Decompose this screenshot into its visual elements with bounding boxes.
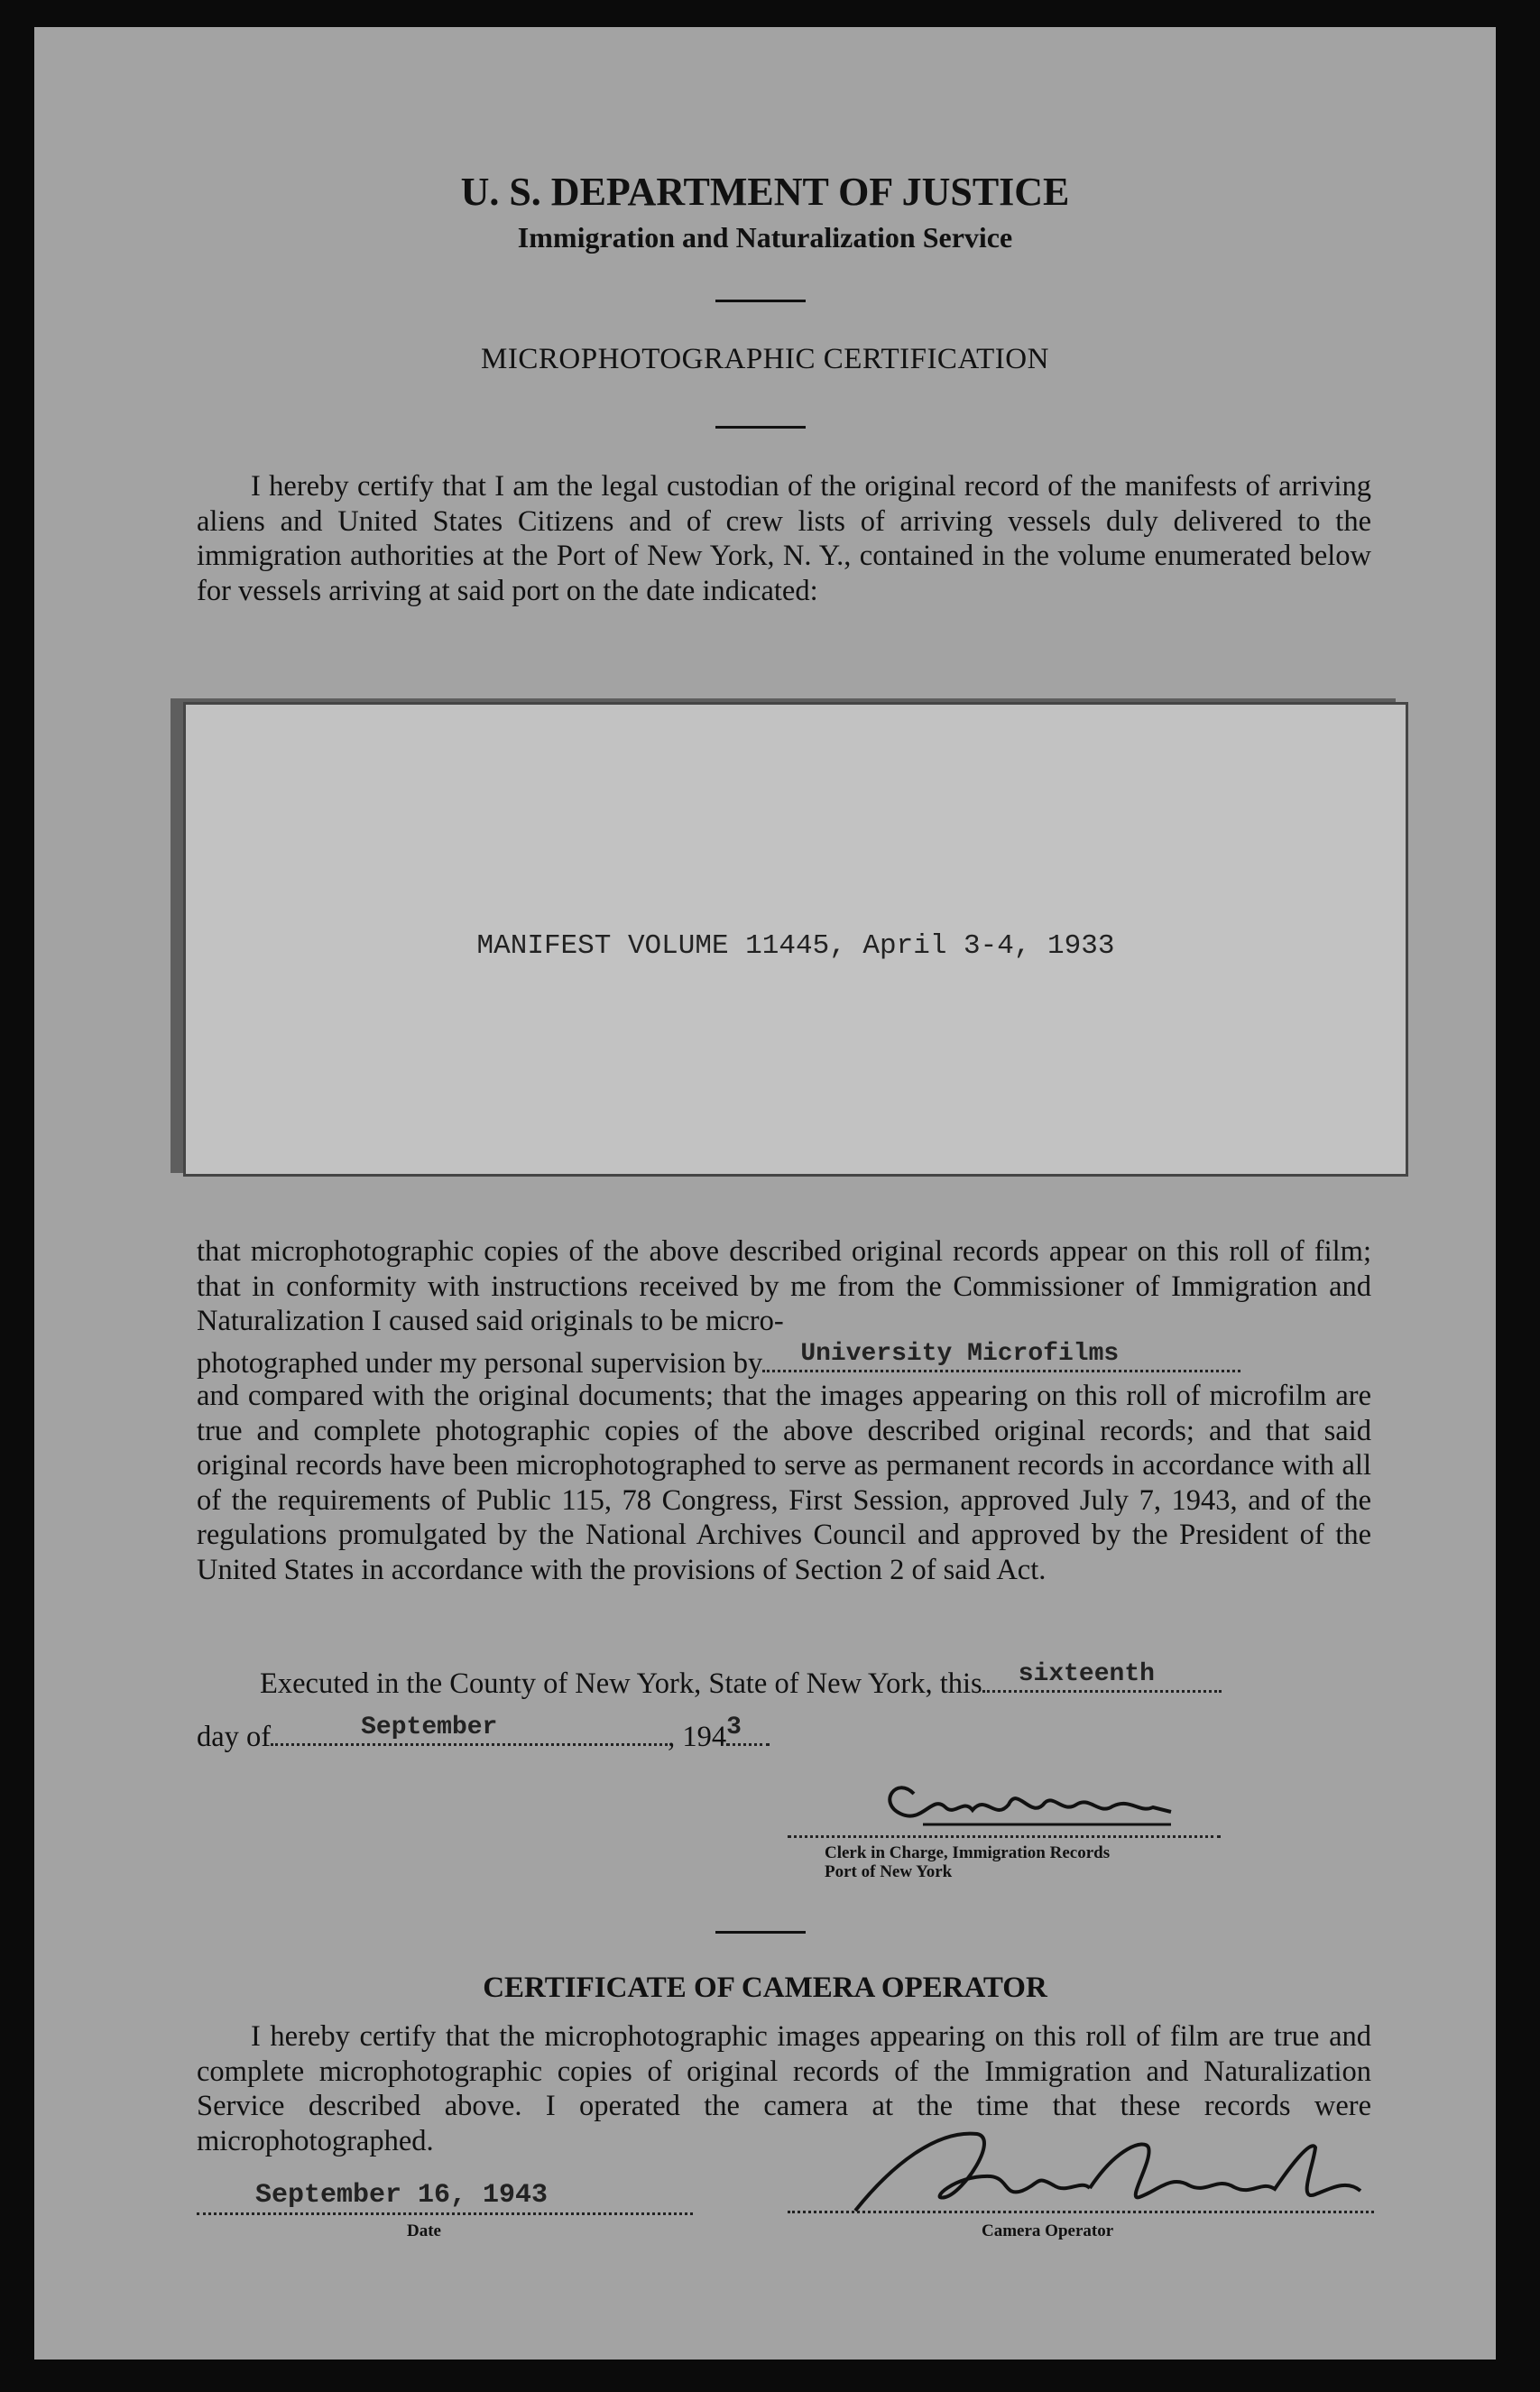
camera-paragraph: I hereby certify that the microphotographic images appearing on this roll of film are true and complete microphotographic copies of original records of the Immigration and Naturalization Service described above. I operated the camera at the time that these records were microphotographed. (197, 2020, 1371, 2157)
department-heading: U. S. DEPARTMENT OF JUSTICE (460, 170, 1070, 214)
certificate-sheet (34, 27, 1496, 2360)
camera-operator-signature-line (788, 2211, 1374, 2213)
body-paragraph-part2: and compared with the original documents; that the images appearing on this roll of microfilm are true and complete photographic copies of the above described original records; and that said original records have been microphotographed to serve as permanent records in accordance with all of the requirements of Public 115, 78 Congress, First Session, approved July 7, 1943, and of the regulations promulgated by the National Archives Council and approved by the President of the United States in accordance with the provisions of Section 2 of said Act. (197, 1380, 1371, 1586)
divider (715, 426, 806, 429)
day-of-line (197, 1713, 770, 1754)
divider (715, 300, 806, 302)
day-of-label: day of (197, 1721, 272, 1753)
certification-title: MICROPHOTOGRAPHIC CERTIFICATION (481, 343, 1049, 375)
month-value: September (361, 1713, 498, 1741)
clerk-title-line1: Clerk in Charge, Immigration Records (825, 1843, 1111, 1862)
divider (715, 1931, 806, 1934)
camera-operator-label: Camera Operator (982, 2221, 1114, 2240)
clerk-signature-line (788, 1835, 1221, 1838)
supervisor-field (762, 1340, 1240, 1372)
supervision-line (197, 1340, 1240, 1381)
clerk-title-line2: Port of New York (825, 1862, 953, 1881)
supervision-prefix: photographed under my personal supervision by (197, 1347, 763, 1380)
clerk-signature (860, 1758, 1248, 1839)
service-heading: Immigration and Naturalization Service (517, 221, 1013, 254)
month-field (271, 1713, 668, 1746)
manifest-card (183, 702, 1408, 1177)
execution-line (260, 1660, 1222, 1701)
day-value: sixteenth (1018, 1660, 1155, 1688)
date-field (197, 2182, 693, 2215)
intro-paragraph: I hereby certify that I am the legal custodian of the original record of the manifests of arriving aliens and United States Citizens and of crew lists of arriving vessels duly delivered to the immigration authorities at the Port of New York, N. Y., contained in the volume enumerated below for vessels arriving at said port on the date indicated: (197, 470, 1371, 607)
year-field (726, 1713, 770, 1746)
year-digit: 3 (726, 1713, 742, 1741)
date-value: September 16, 1943 (255, 2180, 549, 2211)
manifest-label: MANIFEST VOLUME 11445, April 3-4, 1933 (476, 930, 1115, 962)
body-paragraph-part1: that microphotographic copies of the above described original records appear on this roll of film; that in conformity with instructions received by me from the Commissioner of Immigration and Naturalization I caused said originals to be micro- (197, 1235, 1371, 1337)
date-label: Date (407, 2221, 441, 2240)
day-field (982, 1660, 1222, 1693)
year-prefix: , 194 (668, 1721, 727, 1753)
camera-heading: CERTIFICATE OF CAMERA OPERATOR (483, 1972, 1047, 2004)
supervisor-value: University Microfilms (800, 1340, 1120, 1368)
execution-prefix: Executed in the County of New York, State of New York, this (260, 1667, 982, 1700)
